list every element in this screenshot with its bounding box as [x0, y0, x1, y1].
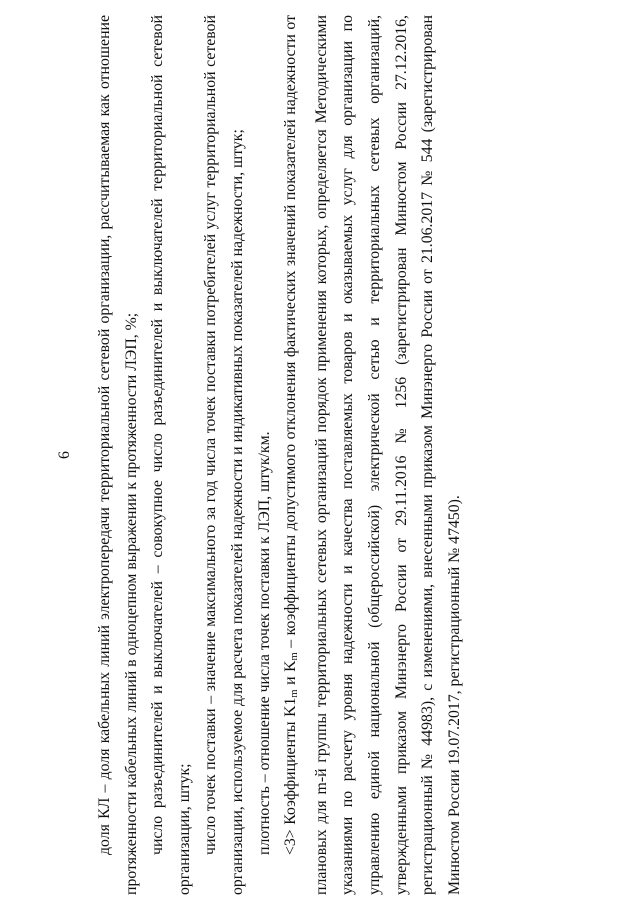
paragraph-delivery-points: число точек поставки – значение максимального за год числа точек поставки потребителей услуг территориальной сетевой организации, используемое для расчета показателей надежности и индикативных показателей надежности, штук;	[202, 15, 246, 895]
footnote-part1: Коэффициенты K1	[282, 697, 300, 825]
paragraph-switches: число разъединителей и выключателей – совокупное число разъединителей и выключателей территориальной сетевой организации, штук;	[149, 15, 193, 895]
footnote-part3: – коэффициенты допустимого отклонения фактических значений показателей надежности от плановых для m-й группы территориальных сетевых организаций порядок применения которых, определяется Методическими указаниями по расчету уровня надежности и качества поставляемых товаров и оказываемых услуг для организации по управлению единой национальной (общероссийской) электрической сетью и территориальных сетевых организаций, утвержденными приказом Минэнерго России от 29.11.2016 № 1256 (зарегистрирован Минюстом России 27.12.2016, регистрационный № 44983), с изменениями, внесенными приказом Минэнерго России от 21.06.2017 № 544 (зарегистрирован Минюстом России 19.07.2017, регистрационный № 47450).	[282, 15, 463, 895]
footnote-mark: <3>	[282, 829, 300, 855]
footnote-part2: и K	[282, 660, 300, 690]
rotated-text-block	[52, 15, 612, 895]
footnote-sub2: m	[289, 652, 301, 661]
document-body	[92, 15, 468, 895]
page-number: 6	[56, 451, 73, 459]
paragraph-density: плотность – отношение числа точек поставки к ЛЭП, штук/км.	[255, 431, 273, 855]
paragraph-footnote-3	[278, 15, 468, 895]
footnote-sub1: m	[289, 689, 301, 698]
paragraph-cable-share: доля КЛ – доля кабельных линий электропередачи территориальной сетевой организации, рассчитываемая как отношение протяженности кабельных линий в одноцепном выражении к протяженности ЛЭП, %;	[96, 15, 140, 895]
